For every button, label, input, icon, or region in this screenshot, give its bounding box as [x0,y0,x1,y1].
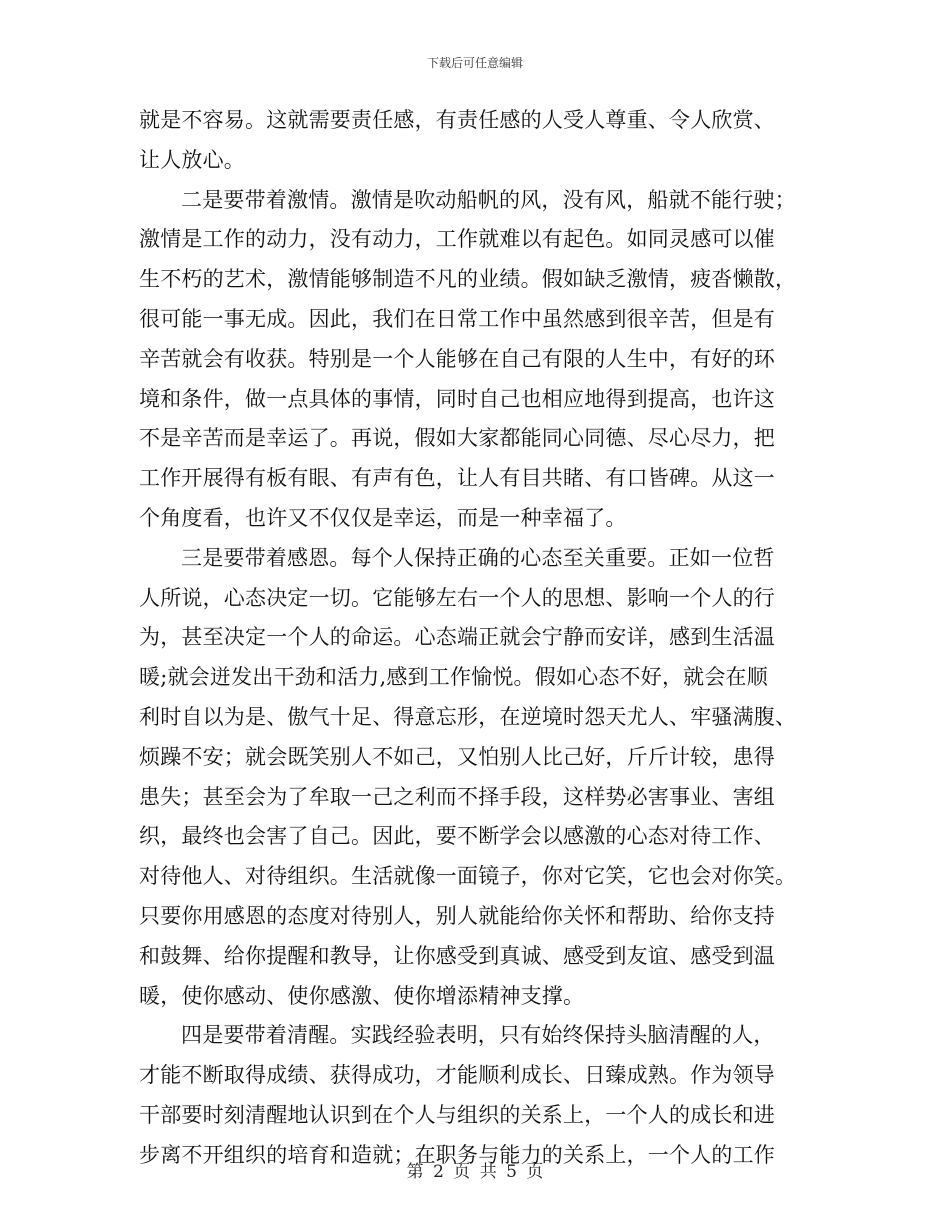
paragraph-start-line: 三是要带着感恩。每个人保持正确的心态至关重要。正如一位哲 [181,545,775,570]
page-header: 下载后可任意编辑 [426,56,523,70]
text-line: 干部要时刻清醒地认识到在个人与组织的关系上，一个人的成长和进 [139,1102,775,1127]
text-line: 织，最终也会害了自己。因此，要不断学会以感激的心态对待工作、 [139,824,775,849]
text-line: 才能不断取得成绩、获得成功，才能顺利成长、日臻成熟。作为领导 [139,1063,775,1088]
text-line: 生不朽的艺术，激情能够制造不凡的业绩。假如缺乏激情，疲沓懒散， [139,267,797,292]
text-line: 和鼓舞、给你提醒和教导，让你感受到真诚、感受到友谊、感受到温 [139,943,775,968]
text-line: 人所说，心态决定一切。它能够左右一个人的思想、影响一个人的行 [139,585,775,610]
text-line: 不是辛苦而是幸运了。再说，假如大家都能同心同德、尽心尽力，把 [139,426,775,451]
text-line: 辛苦就会有收获。特别是一个人能够在自己有限的人生中，有好的环 [139,346,775,371]
text-line: 为，甚至决定一个人的命运。心态端正就会宁静而安详，感到生活温 [139,625,775,650]
text-line: 个角度看，也许又不仅仅是幸运，而是一种幸福了。 [139,505,627,530]
text-line: 暖，使你感动、使你感激、使你增添精神支撑。 [139,983,585,1008]
paragraph-start-line: 四是要带着清醒。实践经验表明，只有始终保持头脑清醒的人， [181,1023,775,1048]
text-line: 只要你用感恩的态度对待别人，别人就能给你关怀和帮助、给你支持 [139,903,775,928]
text-line: 对待他人、对待组织。生活就像一面镜子，你对它笑，它也会对你笑。 [139,864,797,889]
text-line: 就是不容易。这就需要责任感，有责任感的人受人尊重、令人欣赏、 [139,108,775,132]
text-line: 工作开展得有板有眼、有声有色，让人有目共睹、有口皆碑。从这一 [139,466,775,491]
document-body [139,101,815,1176]
text-line: 很可能一事无成。因此，我们在日常工作中虽然感到很辛苦，但是有 [139,306,775,331]
text-line: 烦躁不安；就会既笑别人不如己，又怕别人比己好，斤斤计较，患得 [139,744,775,769]
text-line: 暖;就会迸发出干劲和活力,感到工作愉悦。假如心态不好，就会在顺 [139,665,768,690]
paragraph-start-line: 二是要带着激情。激情是吹动船帆的风，没有风，船就不能行驶； [181,187,796,212]
text-line: 利时自以为是、傲气十足、得意忘形，在逆境时怨天尤人、牢骚满腹、 [139,704,797,729]
text-line: 让人放心。 [139,147,245,172]
text-line: 激情是工作的动力，没有动力，工作就难以有起色。如同灵感可以催 [139,227,775,252]
text-line: 境和条件，做一点具体的事情，同时自己也相应地得到提高，也许这 [139,386,775,411]
text-line: 患失；甚至会为了牟取一己之利而不择手段，这样势必害事业、害组 [139,784,775,809]
page-footer: 第 2 页 共 5 页 [406,1162,544,1182]
text-line: 步离不开组织的培育和造就；在职务与能力的关系上，一个人的工作 [139,1142,775,1167]
